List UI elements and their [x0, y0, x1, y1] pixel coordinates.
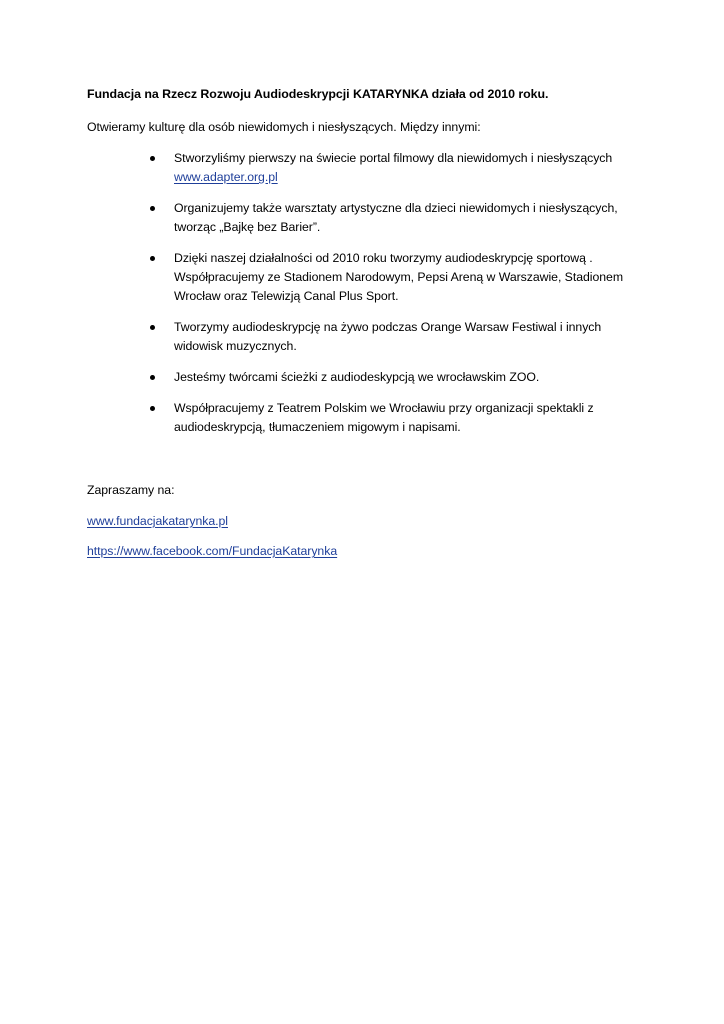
list-item-text: audiodeskrypcją, tłumaczeniem migowym i napisami.	[174, 420, 461, 434]
list-item-art-workshops	[150, 199, 650, 237]
list-item-text: Organizujemy także warsztaty artystyczne dla dzieci niewidomych i niesłyszących,	[174, 201, 618, 215]
adapter-link[interactable]: www.adapter.org.pl	[174, 170, 278, 184]
bullet-icon	[150, 206, 155, 211]
list-item-text: Współpracujemy ze Stadionem Narodowym, Pepsi Areną w Warszawie, Stadionem	[174, 270, 624, 284]
bullet-icon	[150, 156, 155, 161]
list-item-zoo-audio-track	[150, 368, 650, 387]
bullet-icon	[150, 375, 155, 380]
foundation-website-link[interactable]: www.fundacjakatarynka.pl	[87, 514, 228, 528]
activities-list	[150, 149, 650, 449]
document-heading: Fundacja na Rzecz Rozwoju Audiodeskrypcji KATARYNKA działa od 2010 roku.	[87, 87, 549, 101]
intro-paragraph: Otwieramy kulturę dla osób niewidomych i niesłyszących. Między innymi:	[87, 120, 481, 134]
list-item-text: Współpracujemy z Teatrem Polskim we Wrocławiu przy organizacji spektakli z	[174, 401, 594, 415]
list-item-text: Stworzyliśmy pierwszy na świecie portal filmowy dla niewidomych i niesłyszących	[174, 151, 613, 165]
list-item-text: Dzięki naszej działalności od 2010 roku tworzymy audiodeskrypcję sportową .	[174, 251, 593, 265]
facebook-link[interactable]: https://www.facebook.com/FundacjaKatarynka	[87, 544, 338, 558]
list-item-text: Jesteśmy twórcami ścieżki z audiodeskypcją we wrocławskim ZOO.	[174, 370, 540, 384]
list-item-text: tworząc „Bajkę bez Barier”.	[174, 220, 321, 234]
list-item-sports-audiodescription	[150, 249, 650, 306]
list-item-theatre-cooperation	[150, 399, 650, 437]
list-item-film-portal	[150, 149, 650, 187]
invitation-text: Zapraszamy na:	[87, 483, 175, 497]
list-item-text: widowisk muzycznych.	[174, 339, 297, 353]
list-item-live-audiodescription	[150, 318, 650, 356]
bullet-icon	[150, 256, 155, 261]
list-item-text: Wrocław oraz Telewizją Canal Plus Sport.	[174, 289, 399, 303]
bullet-icon	[150, 325, 155, 330]
list-item-text: Tworzymy audiodeskrypcję na żywo podczas Orange Warsaw Festiwal i innych	[174, 320, 602, 334]
bullet-icon	[150, 406, 155, 411]
